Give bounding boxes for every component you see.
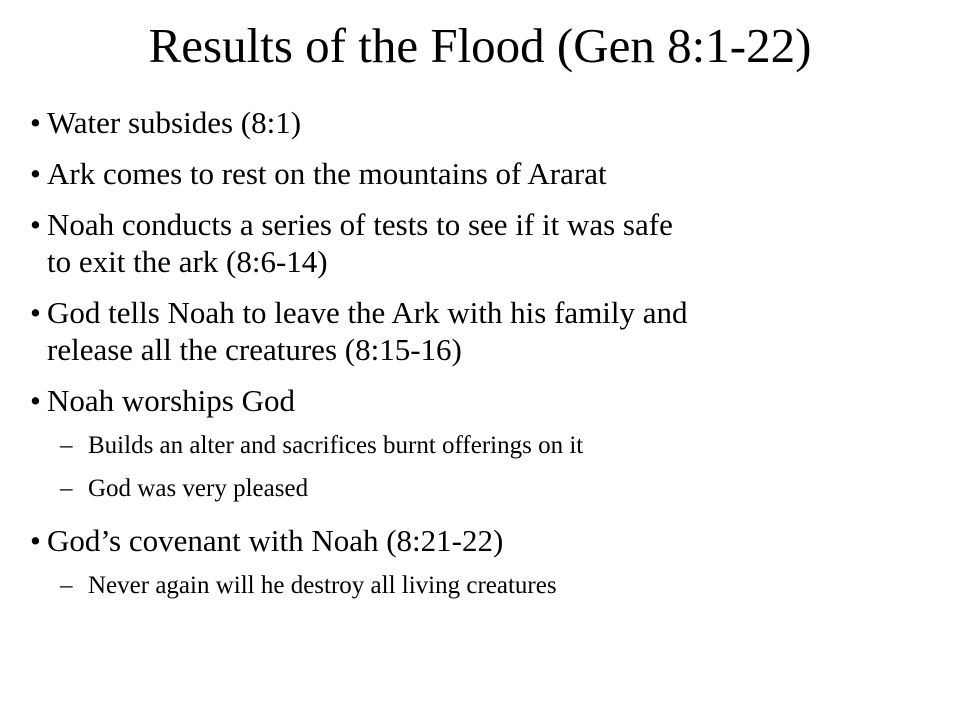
bullet-text: Noah worships God bbox=[47, 383, 295, 418]
sub-bullet-item bbox=[30, 474, 942, 504]
dash-marker: – bbox=[60, 432, 73, 459]
bullet-text-line: release all the creatures (8:15-16) bbox=[47, 332, 462, 367]
bullet-marker: • bbox=[30, 523, 41, 558]
bullet-marker: • bbox=[30, 383, 41, 418]
bullet-item bbox=[30, 104, 942, 141]
sub-bullet-text: Builds an alter and sacrifices burnt offerings on it bbox=[88, 432, 584, 459]
bullet-list bbox=[30, 104, 942, 614]
bullet-marker: • bbox=[30, 105, 41, 140]
bullet-text-line: God tells Noah to leave the Ark with his family and bbox=[47, 295, 688, 330]
sub-bullet-item bbox=[30, 431, 942, 461]
bullet-marker: • bbox=[30, 156, 41, 191]
sub-bullet-item bbox=[30, 571, 942, 601]
slide-title: Results of the Flood (Gen 8:1-22) bbox=[148, 18, 812, 73]
bullet-item bbox=[30, 206, 942, 280]
sub-bullet-text: Never again will he destroy all living creatures bbox=[88, 572, 557, 599]
dash-marker: – bbox=[60, 475, 73, 502]
bullet-marker: • bbox=[30, 207, 41, 242]
bullet-text-line: Noah conducts a series of tests to see if it was safe bbox=[47, 207, 673, 242]
bullet-item bbox=[30, 155, 942, 192]
bullet-text: Ark comes to rest on the mountains of Ararat bbox=[47, 156, 607, 191]
bullet-text: God’s covenant with Noah (8:21-22) bbox=[47, 523, 504, 558]
bullet-marker: • bbox=[30, 295, 41, 330]
dash-marker: – bbox=[60, 572, 73, 599]
bullet-text-line: to exit the ark (8:6-14) bbox=[47, 244, 328, 279]
sub-bullet-text: God was very pleased bbox=[88, 475, 309, 502]
bullet-item bbox=[30, 294, 942, 368]
bullet-text: Water subsides (8:1) bbox=[47, 105, 302, 140]
bullet-item bbox=[30, 382, 942, 419]
bullet-item bbox=[30, 522, 942, 559]
